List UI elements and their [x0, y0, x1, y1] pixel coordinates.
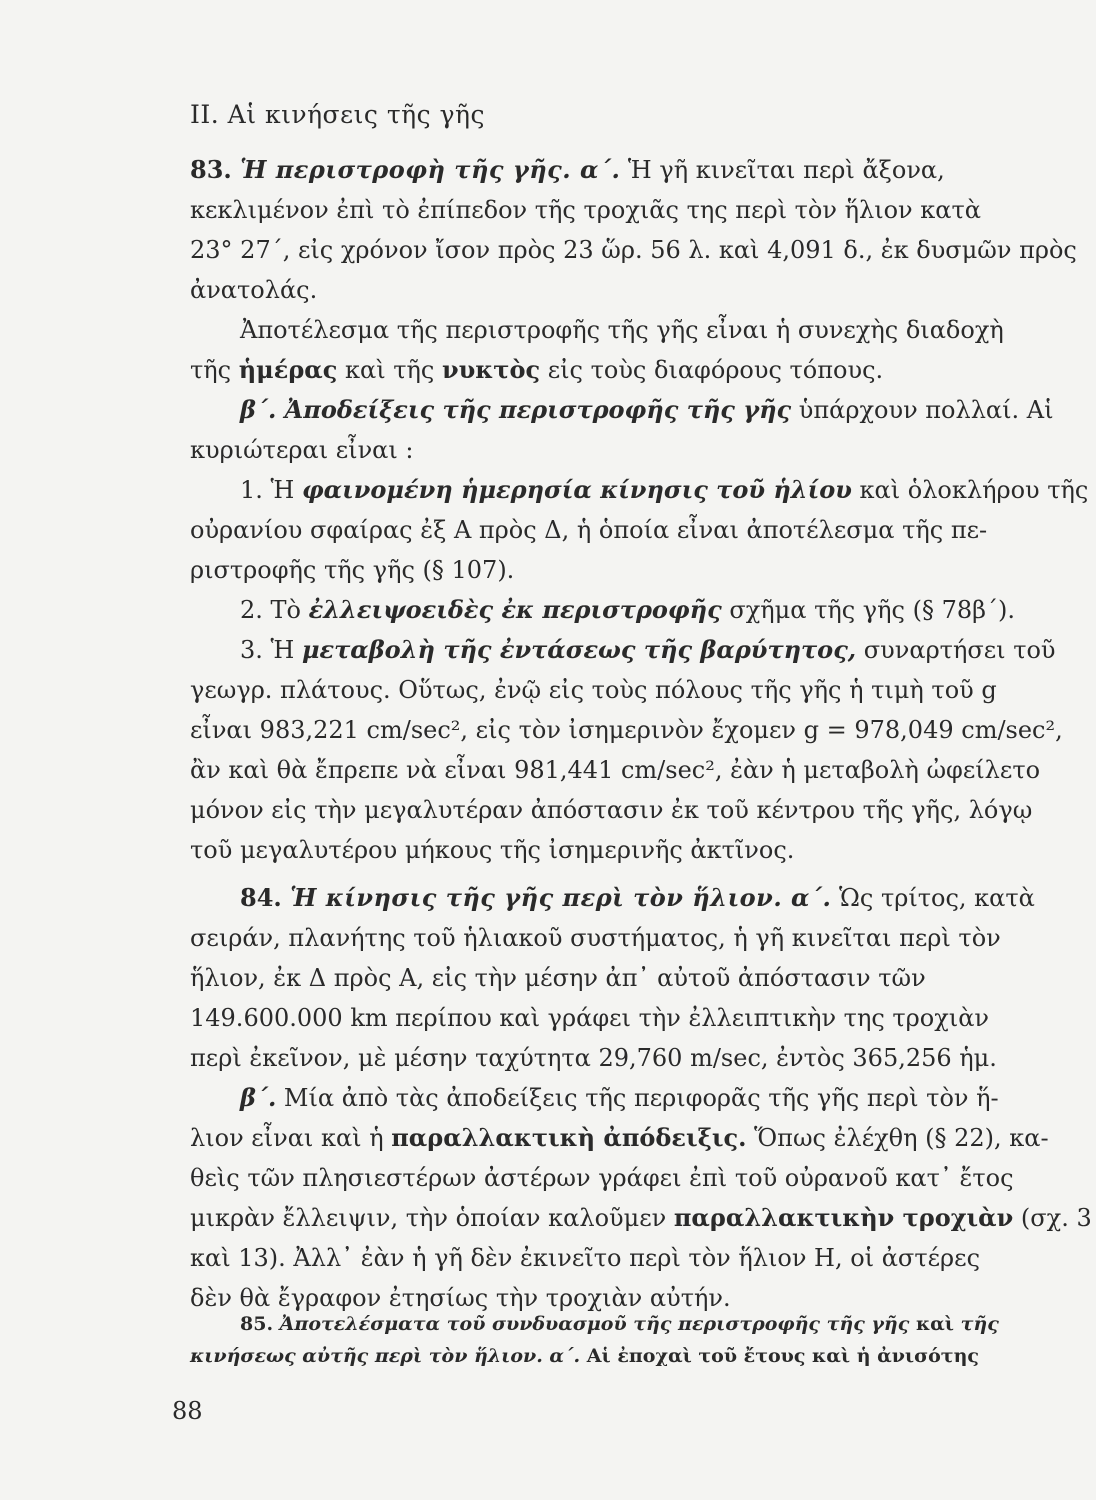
section-title: II. Αἱ κινήσεις τῆς γῆς	[190, 100, 485, 129]
emphasis: παραλλακτικὴ ἀπόδειξις.	[391, 1123, 747, 1152]
emphasis: ἐλλειψοειδὲς ἐκ περιστροφῆς	[308, 595, 722, 624]
emphasis: μεταβολὴ τῆς ἐντάσεως τῆς βαρύτητος,	[301, 635, 857, 664]
text-line: 83. Ἡ περιστροφὴ τῆς γῆς. α΄. Ἡ γῆ κινεῖται περὶ ἄξονα,	[190, 155, 945, 184]
section-85	[190, 1308, 1020, 1372]
text-line: σειράν, πλανήτης τοῦ ἡλιακοῦ συστήματος, ἡ γῆ κινεῖται περὶ τὸν	[190, 924, 1001, 952]
subsection-label: β΄.	[240, 1083, 277, 1112]
text-line: κινήσεως αὐτῆς περὶ τὸν ἥλιον. α΄. Αἱ ἐποχαὶ τοῦ ἔτους καὶ ἡ ἀνισότης	[190, 1345, 979, 1367]
text-line: μικρὰν ἔλλειψιν, τὴν ὁποίαν καλοῦμεν παραλλακτικὴν τροχιὰν (σχ. 3	[190, 1203, 1092, 1232]
section-heading: κινήσεως αὐτῆς περὶ τὸν ἥλιον. α΄.	[190, 1345, 581, 1367]
emphasis: φαινομένη ἡμερησία κίνησις τοῦ ἡλίου	[301, 475, 852, 504]
text-line: λιον εἶναι καὶ ἡ παραλλακτικὴ ἀπόδειξις. Ὅπως ἐλέχθη (§ 22), κα-	[190, 1123, 1049, 1152]
section-number: 84.	[240, 883, 291, 912]
text-line: γεωγρ. πλάτους. Οὕτως, ἐνῷ εἰς τοὺς πόλους τῆς γῆς ἡ τιμὴ τοῦ g	[190, 676, 997, 704]
text-line: Ἀποτέλεσμα τῆς περιστροφῆς τῆς γῆς εἶναι ἡ συνεχὴς διαδοχὴ	[240, 316, 1004, 344]
text-line: 3. Ἡ μεταβολὴ τῆς ἐντάσεως τῆς βαρύτητος, συναρτήσει τοῦ	[240, 635, 1056, 664]
text-line: ἀνατολάς.	[190, 276, 318, 304]
page-number: 88	[172, 1397, 203, 1425]
text-line: μόνον εἰς τὴν μεγαλυτέραν ἀπόστασιν ἐκ τοῦ κέντρου τῆς γῆς, λόγῳ	[190, 796, 1033, 824]
section-heading: Ἡ περιστροφὴ τῆς γῆς. α΄.	[240, 155, 621, 184]
section-number: 85.	[240, 1313, 280, 1335]
text-line: ριστροφῆς τῆς γῆς (§ 107).	[190, 556, 515, 584]
text-line: 1. Ἡ φαινομένη ἡμερησία κίνησις τοῦ ἡλίου καὶ ὁλοκλήρου τῆς	[240, 475, 1089, 504]
emphasis: Ἀποδείξεις τῆς περιστροφῆς τῆς γῆς	[284, 395, 792, 424]
text-line: β΄. Μία ἀπὸ τὰς ἀποδείξεις τῆς περιφορᾶς τῆς γῆς περὶ τὸν ἥ-	[240, 1083, 999, 1112]
text-line: κεκλιμένον ἐπὶ τὸ ἐπίπεδον τῆς τροχιᾶς της περὶ τὸν ἥλιον κατὰ	[190, 196, 981, 224]
text-line: 23° 27΄, εἰς χρόνον ἴσον πρὸς 23 ὥρ. 56 λ. καὶ 4,091 δ., ἐκ δυσμῶν πρὸς	[190, 236, 1077, 264]
text-line: εἶναι 983,221 cm/sec², εἰς τὸν ἰσημερινὸν ἔχομεν g = 978,049 cm/sec²,	[190, 716, 1063, 744]
text-line: β΄. Ἀποδείξεις τῆς περιστροφῆς τῆς γῆς ὑπάρχουν πολλαί. Αἱ	[240, 395, 1054, 424]
text-line: δὲν θὰ ἔγραφον ἐτησίως τὴν τροχιὰν αὐτήν.	[190, 1284, 731, 1312]
text-line: τῆς ἡμέρας καὶ τῆς νυκτὸς εἰς τοὺς διαφόρους τόπους.	[190, 355, 884, 384]
text-line: οὐρανίου σφαίρας ἐξ Α πρὸς Δ, ἡ ὁποία εἶναι ἀποτέλεσμα τῆς πε-	[190, 516, 988, 544]
section-heading: Ἡ κίνησις τῆς γῆς περὶ τὸν ἥλιον. α΄.	[290, 883, 832, 912]
text-line: κυριώτεραι εἶναι :	[190, 436, 414, 464]
section-number: 83.	[190, 155, 241, 184]
text-line: ἥλιον, ἐκ Δ πρὸς Α, εἰς τὴν μέσην ἀπ᾿ αὐτοῦ ἀπόστασιν τῶν	[190, 964, 926, 992]
subsection-label: β΄.	[240, 395, 285, 424]
text-line: 149.600.000 km περίπου καὶ γράφει τὴν ἐλλειπτικὴν της τροχιὰν	[190, 1004, 989, 1032]
text-line: 2. Τὸ ἐλλειψοειδὲς ἐκ περιστροφῆς σχῆμα τῆς γῆς (§ 78β΄).	[240, 595, 1015, 624]
text-line: 85. Ἀποτελέσματα τοῦ συνδυασμοῦ τῆς περιστροφῆς τῆς γῆς καὶ τῆς	[240, 1313, 999, 1335]
text-line: καὶ 13). Ἀλλ᾿ ἐὰν ἡ γῆ δὲν ἐκινεῖτο περὶ τὸν ἥλιον Η, οἱ ἀστέρες	[190, 1244, 981, 1272]
section-84	[190, 878, 1092, 1318]
text-line: ἂν καὶ θὰ ἔπρεπε νὰ εἶναι 981,441 cm/sec², ἐὰν ἡ μεταβολὴ ὠφείλετο	[190, 756, 1041, 784]
section-heading: Ἀποτελέσματα τοῦ συνδυασμοῦ τῆς περιστροφῆς τῆς γῆς	[279, 1313, 910, 1335]
text-line: περὶ ἐκεῖνον, μὲ μέσην ταχύτητα 29,760 m/sec, ἐντὸς 365,256 ἡμ.	[190, 1044, 997, 1072]
emphasis: νυκτὸς	[442, 355, 541, 384]
text-line: θεὶς τῶν πλησιεστέρων ἀστέρων γράφει ἐπὶ τοῦ οὐρανοῦ κατ᾿ ἔτος	[190, 1164, 1014, 1192]
text-line: 84. Ἡ κίνησις τῆς γῆς περὶ τὸν ἥλιον. α΄. Ὡς τρίτος, κατὰ	[240, 883, 1035, 912]
emphasis: παραλλακτικὴν τροχιὰν	[673, 1203, 1014, 1232]
emphasis: ἡμέρας	[238, 355, 338, 384]
section-83	[190, 150, 1089, 870]
text-line: τοῦ μεγαλυτέρου μήκους τῆς ἰσημερινῆς ἀκτῖνος.	[190, 836, 795, 864]
